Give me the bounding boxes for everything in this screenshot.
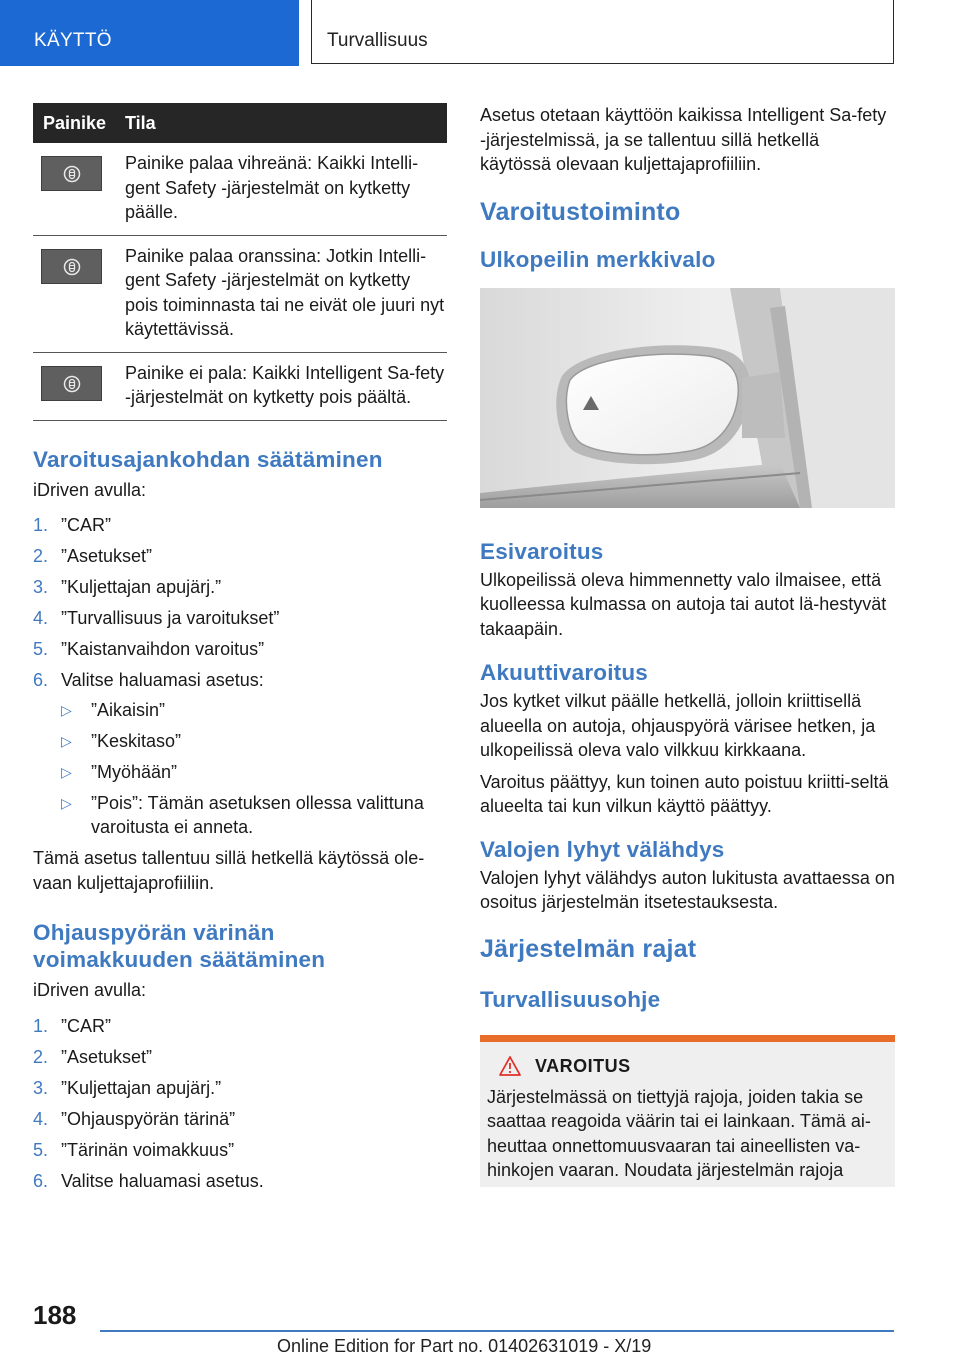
warning-label: VAROITUS (535, 1055, 631, 1076)
list-item: 6. Valitse haluamasi asetus. (33, 1170, 264, 1191)
subsection-heading: Esivaroitus (480, 538, 604, 564)
table-row (33, 352, 447, 420)
button-status-table (33, 103, 447, 421)
list-item: 3. ”Kuljettajan apujärj.” (33, 1077, 222, 1098)
list-item: 4. ”Turvallisuus ja varoitukset” (33, 608, 280, 628)
options-list (61, 698, 447, 840)
warning-box (480, 1035, 895, 1187)
right-column (480, 103, 895, 1187)
chapter-title: Turvallisuus (327, 30, 428, 51)
note-text: Tämä asetus tallentuu sillä hetkellä käytössä ole-vaan kuljettajaprofiiliin. (33, 848, 425, 893)
page-number: 188 (33, 1300, 77, 1330)
status-text: Painike palaa oranssina: Jotkin Intelli-gent Safety -järjestelmät on kytketty pois toiminnasta tai ne eivät ole juuri nyt käytettävissä. (125, 235, 447, 352)
body-text: Ulkopeilissä oleva himmennetty valo ilmaisee, että kuolleessa kulmassa on autoja tai autot lä-hestyvät takaapäin. (480, 569, 887, 639)
section-heading: Järjestelmän rajat (480, 934, 697, 963)
side-mirror-illustration (480, 288, 895, 508)
list-item: 1. ”CAR” (33, 515, 111, 535)
intelligent-safety-button-icon (41, 156, 102, 191)
body-text: Valojen lyhyt välähdys auton lukitusta avattaessa on osoitus järjestelmän itsetestauksesta. (480, 867, 895, 912)
list-item: 5. ”Tärinän voimakkuus” (33, 1139, 235, 1160)
list-item: 5. ”Kaistanvaihdon varoitus” (33, 639, 265, 659)
triangle-bullet-icon: ▷ (61, 701, 72, 718)
section-heading: Varoitusajankohdan säätäminen (33, 446, 383, 472)
subsection-heading: Valojen lyhyt välähdys (480, 836, 725, 862)
subsection-heading: Akuuttivaroitus (480, 660, 649, 685)
list-item: ▷ ”Keskitaso” (61, 729, 447, 754)
column-header-button: Painike (33, 103, 125, 143)
list-item: 4. ”Ohjauspyörän tärinä” (33, 1108, 236, 1129)
footer-divider (100, 1330, 894, 1332)
steps-list (33, 1014, 447, 1194)
list-item: ▷ ”Aikaisin” (61, 698, 447, 723)
warning-triangle-icon (499, 1056, 521, 1076)
list-item: 1. ”CAR” (33, 1015, 111, 1036)
list-item: 3. ”Kuljettajan apujärj.” (33, 577, 222, 597)
table-row (33, 143, 447, 235)
intelligent-safety-button-icon (41, 366, 102, 401)
intro-text: iDriven avulla: (33, 479, 147, 500)
triangle-bullet-icon: ▷ (61, 794, 72, 811)
status-text: Painike palaa vihreänä: Kaikki Intelli-gent Safety -järjestelmät on kytketty päälle. (125, 143, 447, 235)
left-column (33, 103, 447, 1200)
section-heading: Varoitustoiminto (480, 197, 681, 226)
warning-text: Järjestelmässä on tiettyjä rajoja, joiden takia se saattaa reagoida väärin tai ei lainkaan. Tämä ai-heuttaa onnettomuusvaaran tai aineellisten va-hinkojen vaaran. Noudata järjestelmän rajoja (487, 1086, 871, 1180)
intro-text: iDriven avulla: (33, 980, 147, 1000)
list-item: 2. ”Asetukset” (33, 1046, 153, 1067)
triangle-bullet-icon: ▷ (61, 732, 72, 749)
body-text: Varoitus päättyy, kun toinen auto poistuu kriitti-seltä alueelta tai kun vilkun käyttö päättyy. (480, 771, 889, 816)
subsection-heading: Ulkopeilin merkkivalo (480, 246, 716, 272)
intro-text: Asetus otetaan käyttöön kaikissa Intelligent Sa-fety -järjestelmissä, ja se tallentuu sillä hetkellä käytössä olevaan kuljettajaprofiiliin. (480, 105, 887, 174)
table-header-row (33, 103, 447, 143)
list-item: ▷ ”Myöhään” (61, 760, 447, 785)
triangle-bullet-icon: ▷ (61, 763, 72, 780)
list-item: 6. Valitse haluamasi asetus: ▷ ”Aikaisin” ▷ ”Keskitaso” ▷ ”Myöhään” ▷ ”Pois”: Tämän asetuksen ollessa valittuna varoitusta ei anneta. (33, 668, 447, 840)
section-heading: Ohjauspyörän värinän voimakkuuden säätäminen (33, 920, 326, 972)
intelligent-safety-button-icon (41, 249, 102, 284)
column-header-status: Tila (125, 103, 447, 143)
table-row (33, 235, 447, 352)
steps-list (33, 513, 447, 840)
subsection-heading: Turvallisuusohje (480, 986, 661, 1012)
section-tab (0, 0, 299, 66)
status-text: Painike ei pala: Kaikki Intelligent Sa-fety -järjestelmät on kytketty pois päältä. (125, 352, 447, 420)
body-text: Jos kytket vilkut päälle hetkellä, jolloin kriittisellä alueella on autoja, ohjauspyörä värisee hetken, ja ulkopeilissä oleva valo vilkkuu kirkkaana. (480, 691, 876, 760)
section-title: KÄYTTÖ (34, 30, 112, 51)
chapter-header (311, 0, 894, 64)
list-item: 2. ”Asetukset” (33, 546, 153, 566)
edition-text: Online Edition for Part no. 01402631019 - X/19 (277, 1336, 652, 1356)
list-item: ▷ ”Pois”: Tämän asetuksen ollessa valittuna varoitusta ei anneta. (61, 792, 424, 837)
